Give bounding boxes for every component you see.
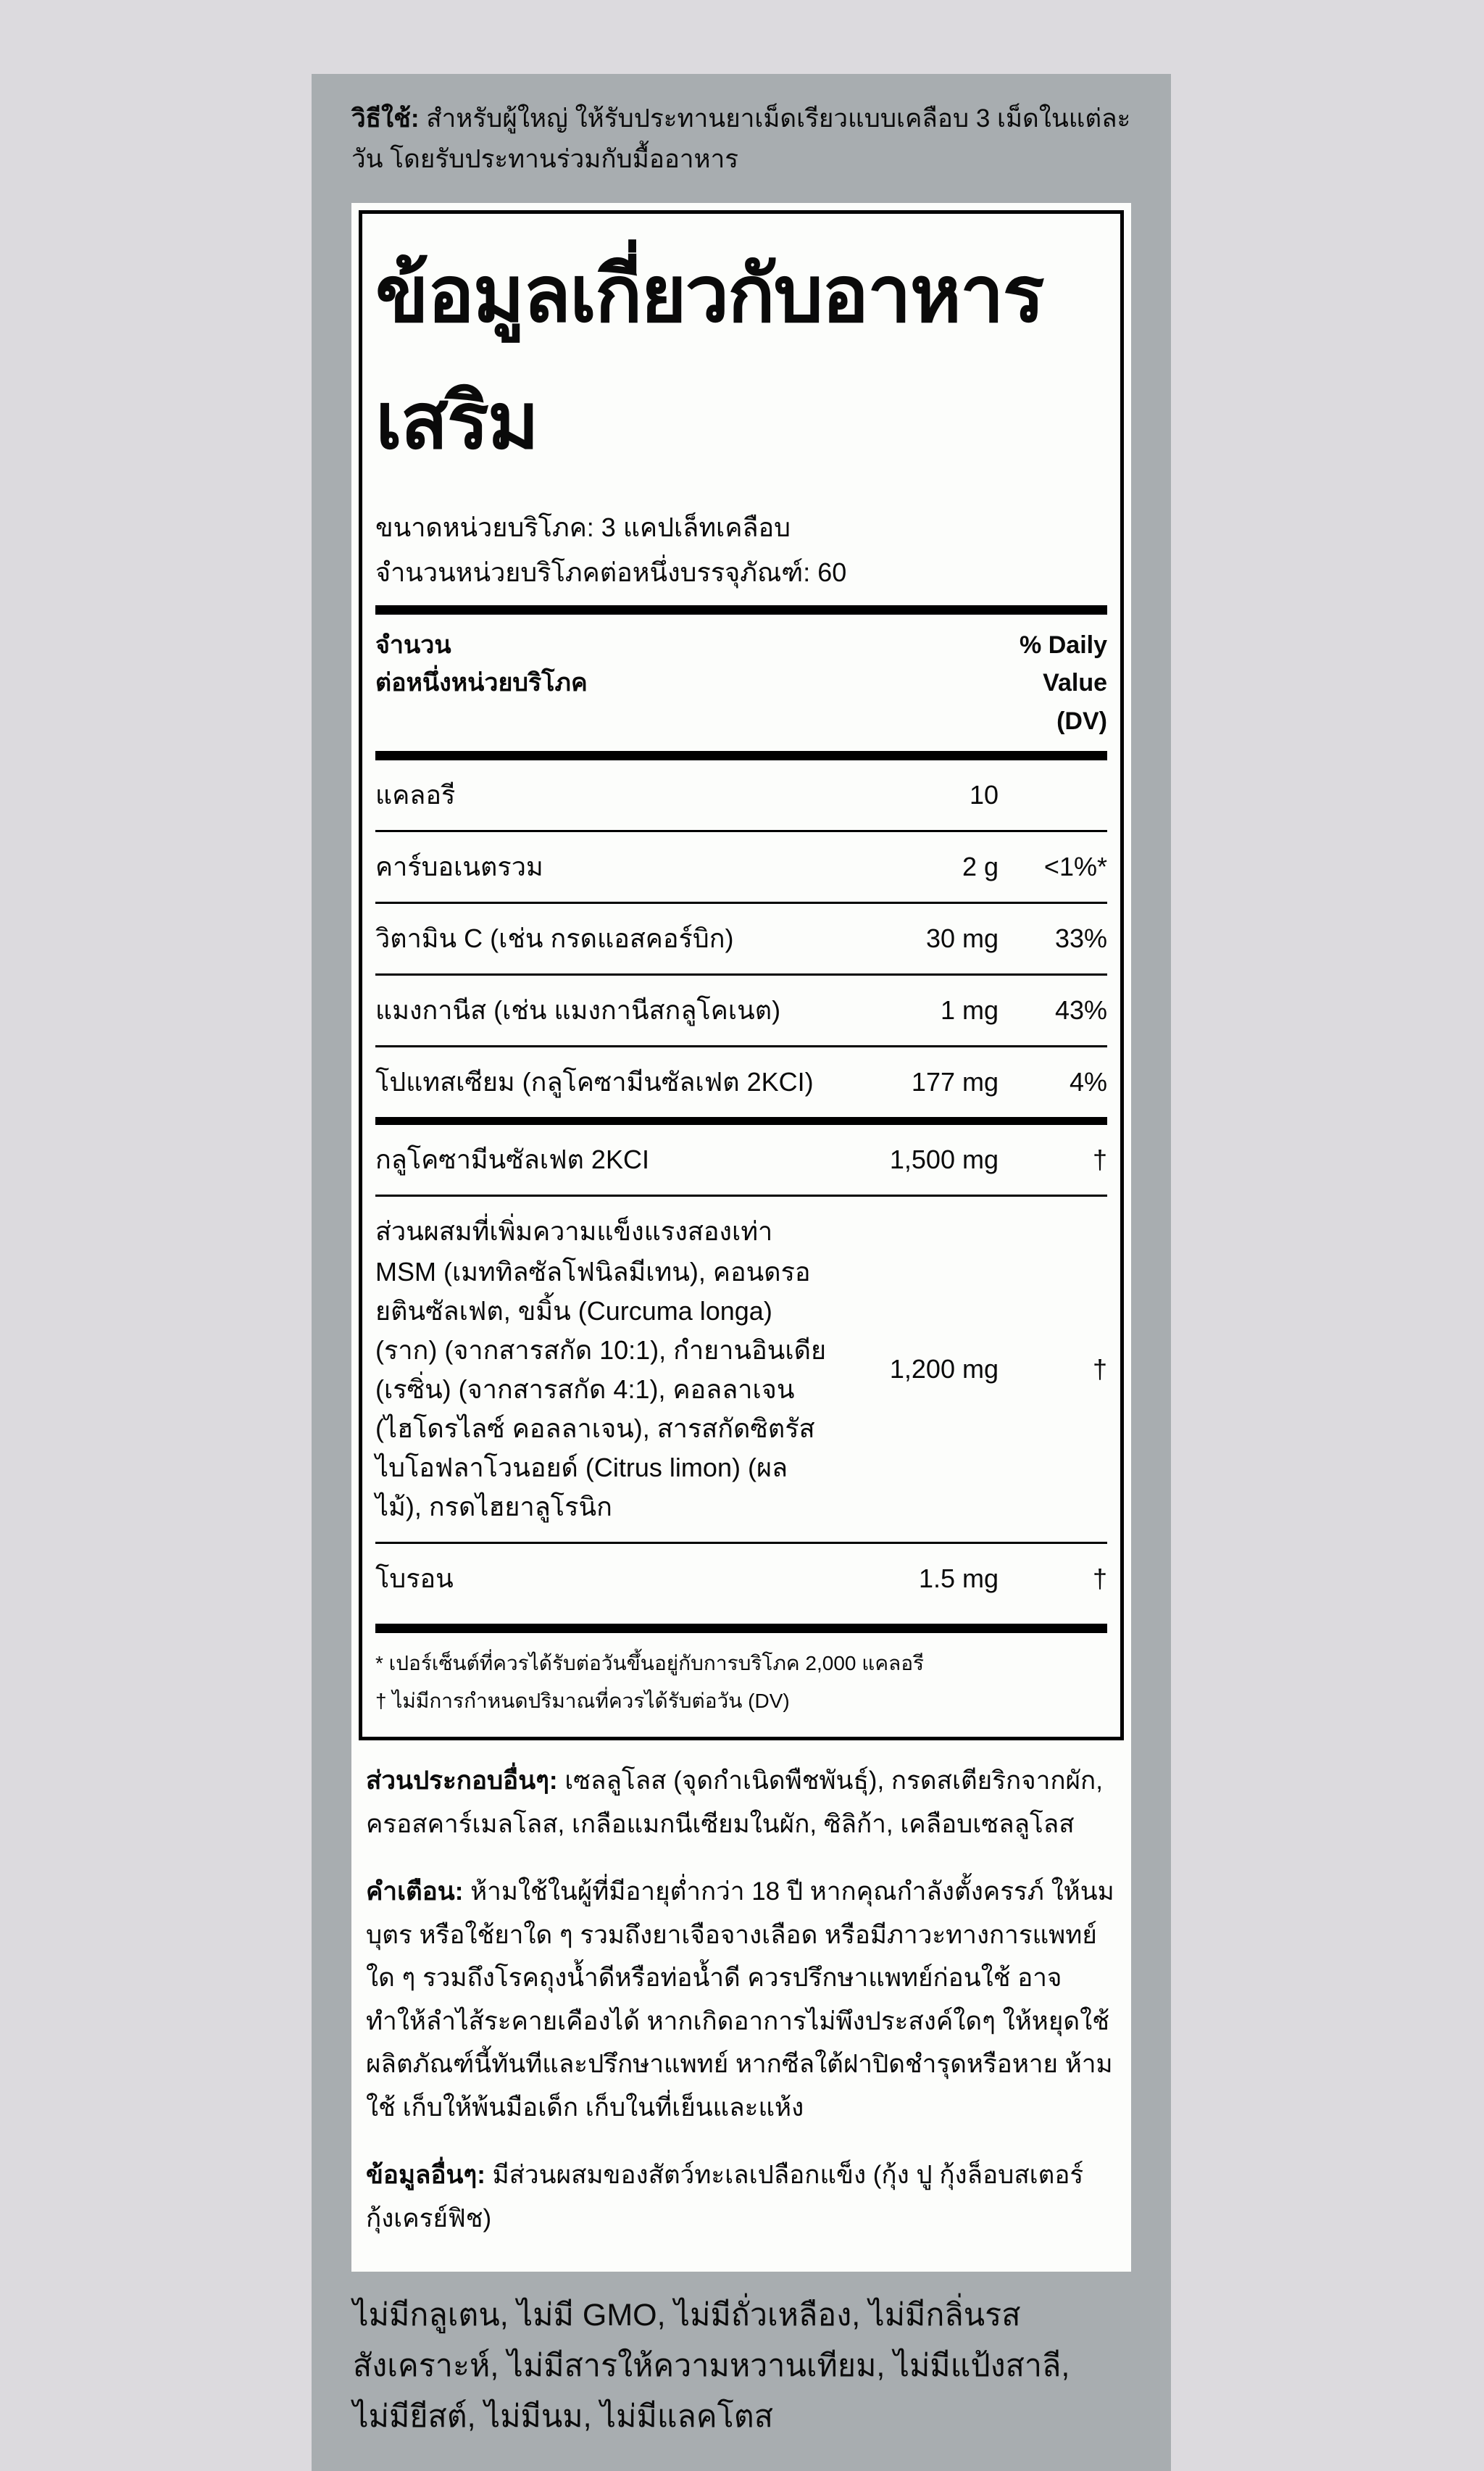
- serving-size: ขนาดหน่วยบริโภค: 3 แคปเล็ทเคลือบ: [375, 512, 791, 542]
- directions-label: วิธีใช้:: [351, 104, 420, 133]
- nutrient-name: โบรอน: [375, 1563, 454, 1593]
- nutrient-daily-value: †: [1092, 1353, 1107, 1384]
- nutrient-row: [375, 1117, 1107, 1195]
- nutrient-name: กลูโคซามีนซัลเฟต 2KCI: [375, 1144, 649, 1174]
- nutrient-row: [375, 1542, 1107, 1614]
- supplement-facts-box: [359, 210, 1124, 1740]
- nutrient-row: [375, 830, 1107, 902]
- nutrient-amount: 1,200 mg: [889, 1353, 999, 1384]
- divider-thick: [375, 751, 1107, 760]
- nutrient-row: [375, 1195, 1107, 1542]
- nutrient-name: วิตามิน C (เช่น กรดแอสคอร์บิก): [375, 923, 734, 953]
- nutrient-amount: 1,500 mg: [889, 1144, 999, 1174]
- nutrient-amount: 1.5 mg: [918, 1563, 999, 1593]
- nutrient-name: โปแทสเซียม (กลูโคซามีนซัลเฟต 2KCI): [375, 1066, 814, 1097]
- other-info-label: ข้อมูลอื่นๆ:: [366, 2161, 485, 2190]
- nutrient-name: ส่วนผสมที่เพิ่มความแข็งแรงสองเท่า MSM (เมททิลซัลโฟนิลมีเทน), คอนดรอยตินซัลเฟต, ขมิ้น (Curcuma longa) (ราก) (จากสารสกัด 10:1), กำยานอินเดีย (เรซิ่น) (จากสารสกัด 4:1), คอลลาเจน (ไฮโดรไลซ์ คอลลาเจน), สารสกัดซิตรัสไบโอฟลาโวนอยด์ (Citrus limon) (ผลไม้), กรดไฮยาลูโรนิก: [375, 1212, 843, 1527]
- warning-label: คำเตือน:: [366, 1877, 464, 1906]
- other-info-paragraph: ข้อมูลอื่นๆ: มีส่วนผสมของสัตว์ทะเลเปลือกแข็ง (กุ้ง ปู กุ้งล็อบสเตอร์ กุ้งเครย์ฟิช): [366, 2161, 1084, 2233]
- nutrient-name: แมงกานีส (เช่น แมงกานีสกลูโคเนต): [375, 994, 781, 1025]
- nutrient-daily-value: 4%: [1069, 1066, 1107, 1097]
- nutrient-name: แคลอรี: [375, 779, 456, 810]
- nutrient-amount: 10: [969, 779, 999, 810]
- white-panel: [351, 203, 1131, 2272]
- servings-per-container: จำนวนหน่วยบริโภคต่อหนึ่งบรรจุภัณฑ์: 60: [375, 557, 847, 587]
- nutrient-row: [375, 1045, 1107, 1117]
- table-header-row: [375, 615, 1107, 751]
- nutrient-rows: [375, 760, 1107, 1614]
- facts-title: ข้อมูลเกี่ยวกับอาหารเสริม: [375, 250, 1043, 465]
- nutrient-row: [375, 760, 1107, 830]
- free-from-claims: ไม่มีกลูเตน, ไม่มี GMO, ไม่มีถั่วเหลือง, ไม่มีกลิ่นรสสังเคราะห์, ไม่มีสารให้ความหวานเทียม, ไม่มีแป้งสาลี, ไม่มียีสต์, ไม่มีนม, ไม่มีแลคโตส: [353, 2298, 1070, 2434]
- nutrient-daily-value: †: [1092, 1563, 1107, 1593]
- nutrient-name: คาร์บอเนตรวม: [375, 851, 543, 881]
- divider-thick: [375, 605, 1107, 615]
- footnote-dagger: † ไม่มีการกำหนดปริมาณที่ควรได้รับต่อวัน (DV): [375, 1689, 790, 1712]
- nutrient-amount: 177 mg: [911, 1066, 999, 1097]
- footnote-daily-value: * เปอร์เซ็นต์ที่ควรได้รับต่อวันขึ้นอยู่กับการบริโภค 2,000 แคลอรี: [375, 1651, 925, 1674]
- directions-text: สำหรับผู้ใหญ่ ให้รับประทานยาเม็ดเรียวแบบเคลือบ 3 เม็ดในแต่ละวัน โดยรับประทานร่วมกับมื้ออาหาร: [351, 104, 1131, 173]
- other-ingredients-paragraph: ส่วนประกอบอื่นๆ: เซลลูโลส (จุดกำเนิดพืชพันธุ์), กรดสเตียริกจากผัก, ครอสคาร์เมลโลส, เกลือแมกนีเซียมในผัก, ซิลิก้า, เคลือบเซลลูโลส: [366, 1766, 1103, 1838]
- nutrient-amount: 1 mg: [940, 994, 999, 1025]
- label-paragraphs: [359, 1740, 1124, 2264]
- amount-per-serving-header: จำนวน ต่อหนึ่งหน่วยบริโภค: [375, 631, 588, 697]
- nutrient-daily-value: 33%: [1054, 923, 1107, 953]
- warning-paragraph: คำเตือน: ห้ามใช้ในผู้ที่มีอายุต่ำกว่า 18 ปี หากคุณกำลังตั้งครรภ์ ให้นมบุตร หรือใช้ยาใด ๆ รวมถึงยาเจือจางเลือด หรือมีภาวะทางการแพทย์ใด ๆ รวมถึงโรคถุงน้ำดีหรือท่อน้ำดี ควรปรึกษาแพทย์ก่อนใช้ อาจทำให้ลำไส้ระคายเคืองได้ หากเกิดอาการไม่พึงประสงค์ใดๆ ให้หยุดใช้ผลิตภัณฑ์นี้ทันทีและปรึกษาแพทย์ หากซีลใต้ฝาปิดชำรุดหรือหาย ห้ามใช้ เก็บให้พ้นมือเด็ก เก็บในที่เย็นและแห้ง: [366, 1877, 1114, 2122]
- nutrient-row: [375, 902, 1107, 973]
- nutrient-description: MSM (เมททิลซัลโฟนิลมีเทน), คอนดรอยตินซัลเฟต, ขมิ้น (Curcuma longa) (ราก) (จากสารสกัด 10:1), กำยานอินเดีย (เรซิ่น) (จากสารสกัด 4:1), คอลลาเจน (ไฮโดรไลซ์ คอลลาเจน), สารสกัดซิตรัสไบโอฟลาโวนอยด์ (Citrus limon) (ผลไม้), กรดไฮยาลูโรนิก: [375, 1256, 827, 1521]
- nutrient-amount: 30 mg: [925, 923, 999, 953]
- directions-paragraph: [351, 99, 1131, 180]
- nutrient-daily-value: †: [1092, 1144, 1107, 1174]
- nutrient-daily-value: 43%: [1054, 994, 1107, 1025]
- divider-thick: [375, 1624, 1107, 1633]
- nutrient-daily-value: <1%*: [1043, 851, 1107, 881]
- other-ingredients-label: ส่วนประกอบอื่นๆ:: [366, 1766, 558, 1795]
- nutrient-row: [375, 973, 1107, 1045]
- footnotes: [375, 1633, 1107, 1723]
- daily-value-header: % Daily Value (DV): [1020, 631, 1107, 736]
- supplement-label: [312, 74, 1171, 2471]
- nutrient-amount: 2 g: [962, 851, 999, 881]
